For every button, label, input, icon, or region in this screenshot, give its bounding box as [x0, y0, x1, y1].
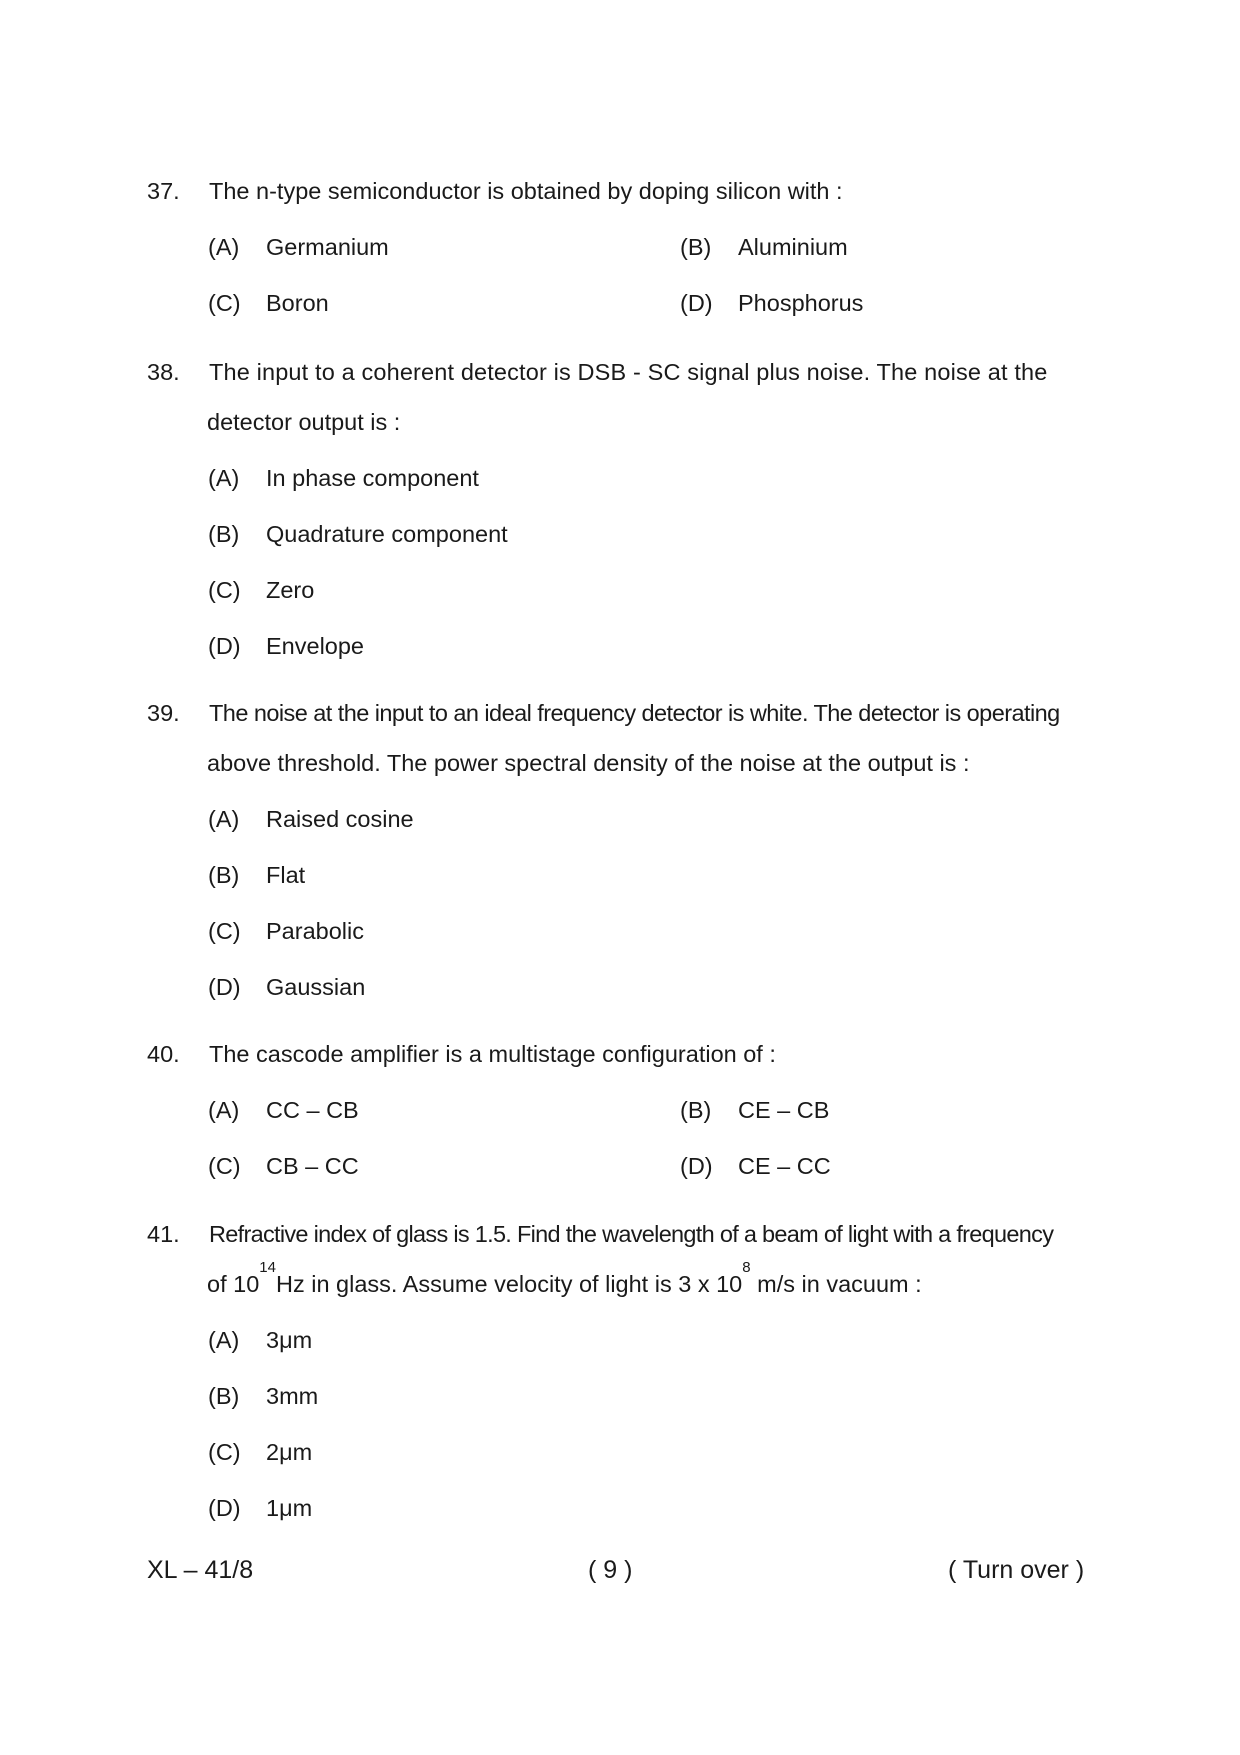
exponent: 8: [742, 1259, 751, 1276]
question-number: 38.: [147, 359, 180, 385]
footer-page-number: ( 9 ): [588, 1556, 633, 1584]
question-number: 39.: [147, 700, 180, 726]
exponent: 14: [259, 1259, 276, 1276]
question-number: 37.: [147, 178, 180, 204]
question-text-line-2: of $10^{14}Hz$ in glass. Assume velocity of light is 3 x $10^8$ m/s in vacuum :: [207, 1259, 922, 1297]
question-number: 41.: [147, 1221, 180, 1247]
question-number: 40.: [147, 1041, 180, 1067]
question-text-line-2: detector output is :: [207, 409, 401, 435]
footer-turn-over: ( Turn over ): [948, 1556, 1085, 1584]
question-text-line-1: The input to a coherent detector is DSB - SC signal plus noise. The noise at the: [209, 359, 1048, 385]
exam-page: 37. The n-type semiconductor is obtained by doping silicon with : (A) Germanium (B) Aluminium (C) Boron (D) Phosphorus 38. The input to a coherent detector is DSB - SC signal plus noise. The noise at the detector output is : (A) In phase component (B) Quadrature component (C) Zero (D) Envelope 39. The noise at the input to an ideal frequency detector is white. The detector is operating above threshold. The power spectral density of the noise at the output is : (A) Raised cosine (B) Flat (C) Parabolic (D) Gaussian 40. The cascode amplifier is a multistage configuration of : (A) CC – CB (B) CE – CB (C) CB – CC (D) CE – CC 41. Refractive index of glass is 1.5. Find the wavelength of a beam of light with a frequency of $10^{14}Hz$ in glass. Assume velocity of light is 3 x $10^8$ m/s in vacuum : (A) 3μm (B) 3mm (C) 2μm (D) 1μm XL – 41/8 ( 9 ) ( Turn over ): [0, 0, 1240, 1755]
question-text: The n-type semiconductor is obtained by doping silicon with :: [209, 178, 843, 204]
question-text: The cascode amplifier is a multistage configuration of :: [209, 1041, 776, 1067]
question-text-line-2: above threshold. The power spectral density of the noise at the output is :: [207, 750, 970, 776]
question-text-line-1: Refractive index of glass is 1.5. Find the wavelength of a beam of light with a frequency: [209, 1221, 1054, 1247]
footer-code: XL – 41/8: [147, 1556, 254, 1584]
question-text-line-1: The noise at the input to an ideal frequency detector is white. The detector is operating: [209, 700, 1060, 726]
